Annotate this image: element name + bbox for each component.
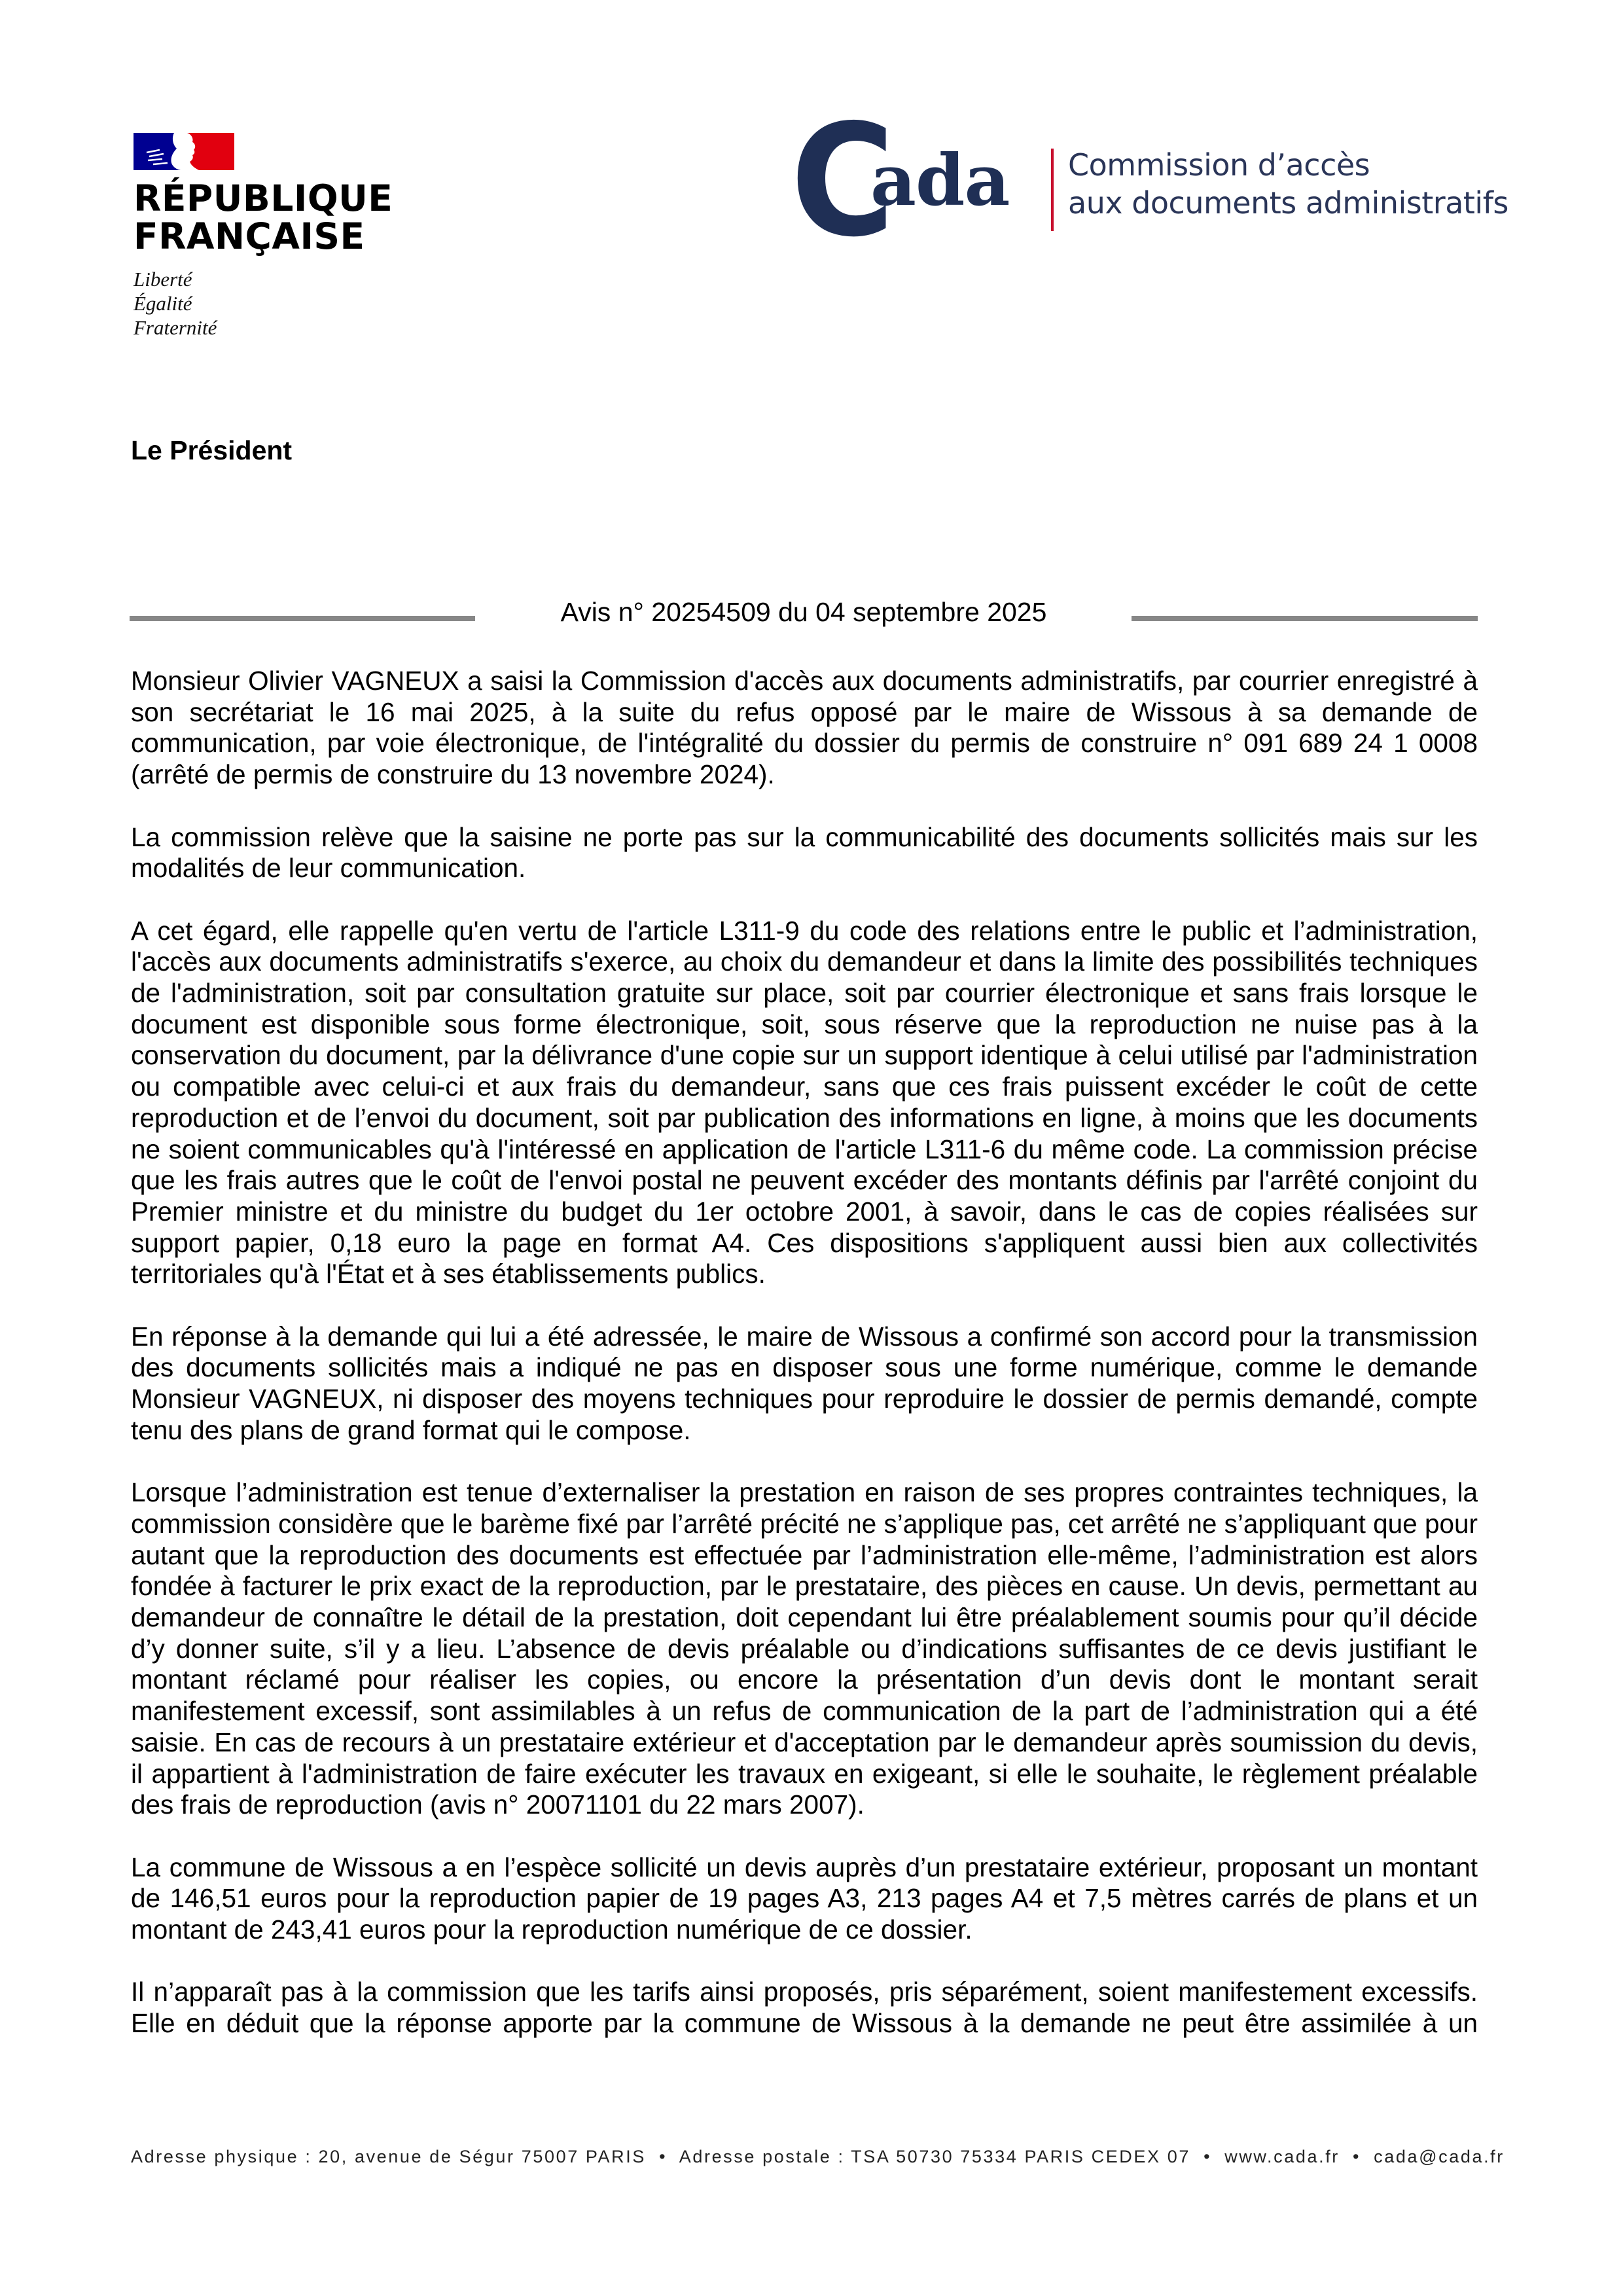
cada-name-line2: aux documents administratifs: [1068, 185, 1508, 221]
page-footer: [131, 2147, 1505, 2167]
motto-fraternite: Fraternité: [134, 316, 217, 339]
footer-separator: •: [1204, 2147, 1212, 2166]
avis-heading: [130, 592, 1478, 638]
signatory-title: Le Président: [131, 435, 293, 465]
paragraph: Lorsque l’administration est tenue d’externaliser la prestation en raison de ses propres contraintes techniques, la commission considère que le barème fixé par l’arrêté précité ne s’applique pas, cet arrêté ne s’appliquant que pour autant que la reproduction des documents est effectuée par l’administration elle-même, l’administration est alors fondée à facturer le prix exact de la reproduction, par le prestataire, des pièces en cause. Un devis, permettant au demandeur de connaître le détail de la prestation, doit cependant lui être préalablement soumis pour qu’il décide d’y donner suite, s’il y a lieu. L’absence de devis préalable ou d’indications suffisantes de ce devis justifiant le montant réclamé pour réaliser les copies, ou encore la présentation d’un devis dont le montant serait manifestement excessif, sont assimilables à un refus de communication de la part de l’administration qui a été saisie. En cas de recours à un prestataire extérieur et d'acceptation par le demandeur après soumission du devis, il appartient à l'administration de faire exécuter les travaux en exigeant, si elle le souhaite, le règlement préalable des frais de reproduction (avis n° 20071101 du 22 mars 2007).: [131, 1477, 1478, 1820]
cada-logo-separator: [1051, 149, 1054, 231]
rf-name-line2: FRANÇAISE: [134, 215, 365, 257]
cada-name-line1: Commission d’accès: [1068, 147, 1370, 183]
heading-rule-right: [1132, 616, 1478, 621]
footer-website-link[interactable]: www.cada.fr: [1224, 2147, 1340, 2166]
paragraph: A cet égard, elle rappelle qu'en vertu de l'article L311-9 du code des relations entre le public et l’administration, l'accès aux documents administratifs s'exerce, au choix du demandeur et dans la limite des possibilités techniques de l'administration, soit par consultation gratuite sur place, soit par courrier électronique et sans frais lorsque le document est disponible sous forme électronique, soit, sous réserve que la reproduction ne nuise pas à la conservation du document, par la délivrance d'une copie sur un support identique à celui utilisé par l'administration ou compatible avec celui-ci et aux frais du demandeur, sans que ces frais puissent excéder le coût de cette reproduction et de l’envoi du document, soit par publication des informations en ligne, à moins que les documents ne soient communicables qu'à l'intéressé en application de l'article L311-6 du même code. La commission précise que les frais autres que le coût de l'envoi postal ne peuvent excéder des montants définis par l'arrêté conjoint du Premier ministre et du ministre du budget du 1er octobre 2001, à savoir, dans le cas de copies réalisées sur support papier, 0,18 euro la page en format A4. Ces dispositions s'appliquent aussi bien aux collectivités territoriales qu'à l'État et à ses établissements publics.: [131, 915, 1478, 1289]
motto-liberte: Liberté: [134, 268, 192, 291]
republique-francaise-logo: [134, 133, 408, 340]
paragraph: La commune de Wissous a en l’espèce sollicité un devis auprès d’un prestataire extérieur, proposant un montant de 146,51 euros pour la reproduction papier de 19 pages A3, 213 pages A4 et 7,5 mètres carrés de plans et un montant de 243,41 euros pour la reproduction numérique de ce dossier.: [131, 1852, 1478, 1945]
cada-logo-rest: ada: [870, 139, 1010, 222]
avis-title: Avis n° 20254509 du 04 septembre 2025: [560, 597, 1047, 627]
footer-physical-address: Adresse physique : 20, avenue de Ségur 75007 PARIS: [131, 2147, 646, 2166]
rf-name-line1: RÉPUBLIQUE: [134, 177, 393, 219]
cada-logo-initial: C: [791, 91, 890, 271]
cada-full-name: [1068, 146, 1508, 222]
republique-motto: [134, 267, 408, 340]
cada-logo: [791, 91, 1508, 271]
republique-francaise-wordmark: [134, 179, 408, 255]
document-body: [131, 666, 1478, 2071]
footer-postal-address: Adresse postale : TSA 50730 75334 PARIS CEDEX 07: [679, 2147, 1190, 2166]
footer-email-link[interactable]: cada@cada.fr: [1374, 2147, 1505, 2166]
paragraph: Monsieur Olivier VAGNEUX a saisi la Commission d'accès aux documents administratifs, par courrier enregistré à son secrétariat le 16 mai 2025, à la suite du refus opposé par le maire de Wissous à sa demande de communication, par voie électronique, de l'intégralité du dossier du permis de construire n° 091 689 24 1 0008 (arrêté de permis de construire du 13 novembre 2024).: [131, 666, 1478, 790]
marianne-flag-icon: [134, 133, 234, 170]
motto-egalite: Égalité: [134, 292, 192, 315]
footer-separator: •: [659, 2147, 668, 2166]
paragraph: Il n’apparaît pas à la commission que les tarifs ainsi proposés, pris séparément, soient manifestement excessifs. Elle en déduit que la réponse apporte par la commune de Wissous à la demande ne peut être assimilée à un: [131, 1977, 1478, 2039]
footer-separator: •: [1353, 2147, 1361, 2166]
paragraph: En réponse à la demande qui lui a été adressée, le maire de Wissous a confirmé son accord pour la transmission des documents sollicités mais a indiqué ne pas en disposer sous une forme numérique, comme le demande Monsieur VAGNEUX, ni disposer des moyens techniques pour reproduire le dossier de permis demandé, compte tenu des plans de grand format qui le compose.: [131, 1321, 1478, 1445]
paragraph: La commission relève que la saisine ne porte pas sur la communicabilité des documents sollicités mais sur les modalités de leur communication.: [131, 821, 1478, 884]
